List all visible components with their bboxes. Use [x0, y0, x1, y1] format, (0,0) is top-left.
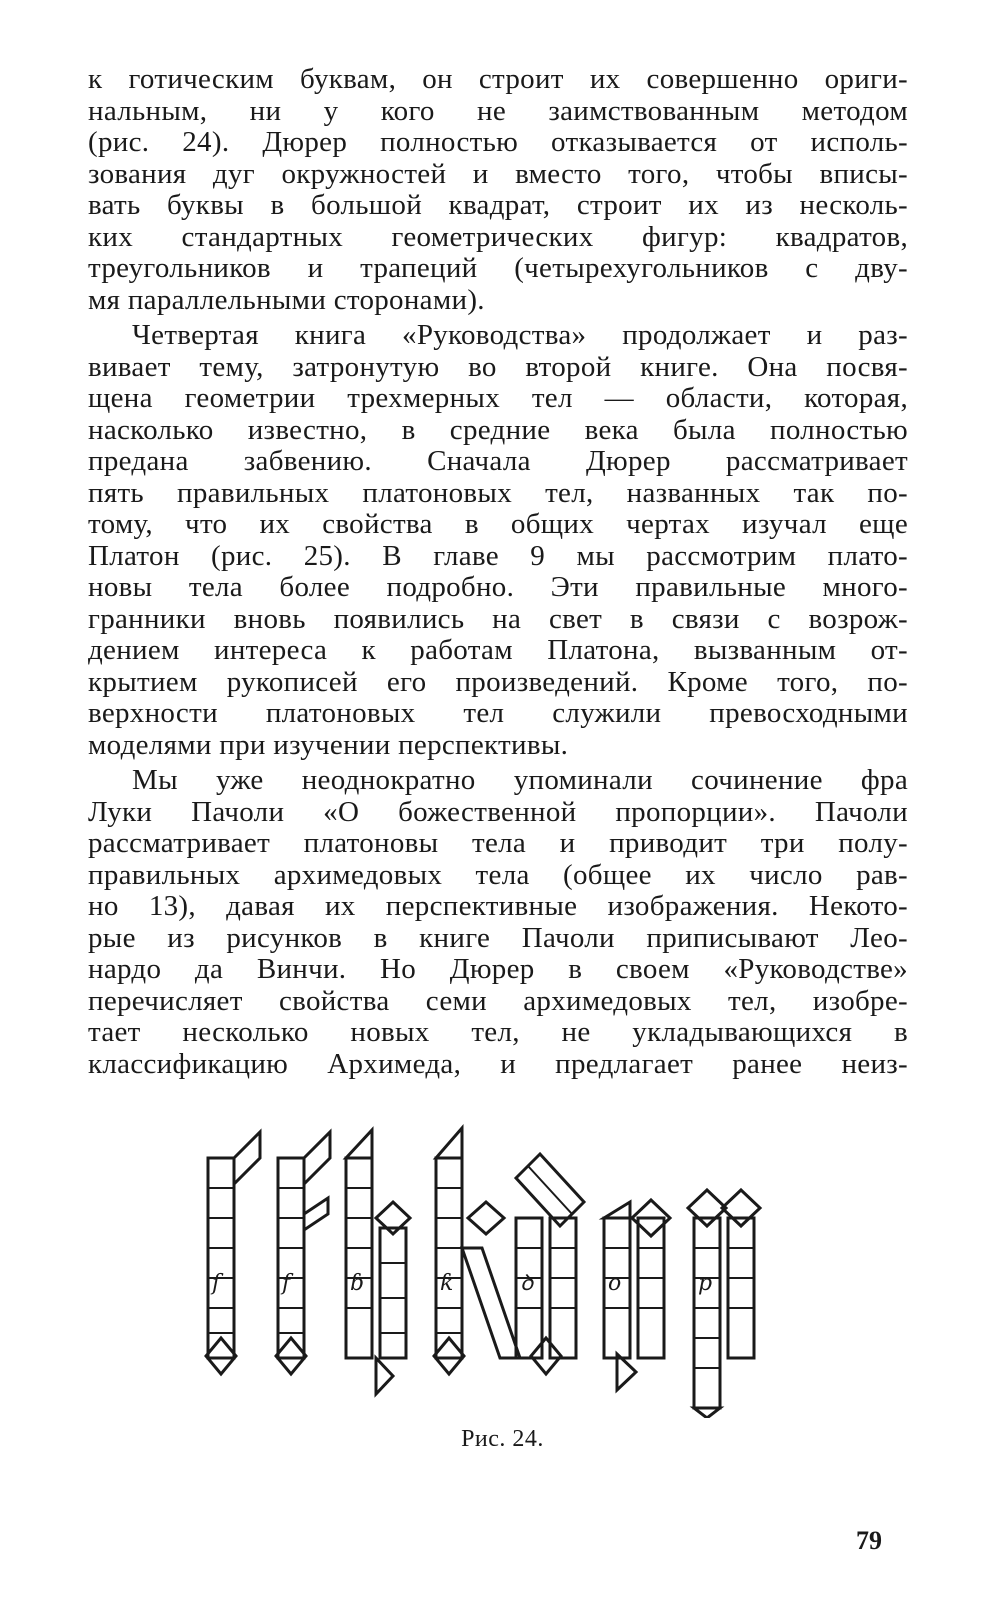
- text-line: моделями при изучении перспективы.: [88, 728, 569, 761]
- text-line: мя параллельными сторонами).: [88, 283, 485, 316]
- text-line: дением интереса к работам Платона, вызванным от-: [88, 634, 908, 666]
- text-line: верхности платоновых тел служили превосходными: [88, 697, 908, 729]
- text-line: нардо да Винчи. Но Дюрер в своем «Руководстве»: [88, 953, 908, 985]
- text-line: ких стандартных геометрических фигур: квадратов,: [88, 220, 908, 253]
- gothic-letter-long-s: [206, 1132, 260, 1374]
- text-line: насколько известно, в средние века была полностью: [88, 413, 908, 446]
- gothic-letter-k: [434, 1128, 520, 1374]
- gothic-letter-p: [688, 1190, 760, 1418]
- text-line: Платон (рис. 25). В главе 9 мы рассмотрим плато-: [88, 539, 908, 572]
- text-line: тает несколько новых тел, не укладывающихся в: [88, 1016, 908, 1048]
- letter-label: p: [698, 1271, 713, 1296]
- text-line: зования дуг окружностей и вместо того, чтобы вписы-: [88, 157, 908, 190]
- text-line: но 13), давая их перспективные изображения. Некото-: [88, 890, 908, 922]
- text-line: гранники вновь появились на свет в связи с возрож-: [88, 602, 908, 635]
- text-line: рассматривает платоновы тела и приводит три полу-: [88, 827, 908, 859]
- text-line: классификацию Архимеда, и предлагает ранее неиз-: [88, 1047, 908, 1080]
- text-line: (рис. 24). Дюрер полностью отказывается от исполь-: [88, 126, 908, 158]
- letter-label: ɓ: [350, 1271, 365, 1296]
- text-line: правильных архимедовых тела (общее их число рав-: [88, 858, 908, 891]
- text-line: Луки Пачоли «О божественной пропорции». Пачоли: [88, 795, 908, 828]
- text-line: рые из рисунков в книге Пачоли приписывают Лео-: [88, 921, 908, 954]
- page-number: 79: [856, 1526, 882, 1555]
- text-line: нальным, ни у кого не заимствованным методом: [88, 94, 908, 127]
- letter-label: o: [608, 1271, 622, 1296]
- body-text: [88, 64, 908, 1080]
- text-line: Мы уже неоднократно упоминали сочинение фра: [132, 764, 908, 796]
- gothic-letters-figure: [200, 1118, 800, 1418]
- text-line: треугольников и трапеций (четырехугольников с дву-: [88, 252, 908, 284]
- text-line: к готическим буквам, он строит их совершенно ориги-: [88, 63, 908, 95]
- text-line: вивает тему, затронутую во второй книге. Она посвя-: [88, 350, 908, 383]
- letter-label: ƙ: [440, 1271, 454, 1296]
- text-line: крытием рукописей его произведений. Кроме того, по-: [88, 665, 908, 698]
- text-line: Четвертая книга «Руководства» продолжает и раз-: [132, 319, 908, 351]
- text-line: перечисляет свойства семи архимедовых тел, изобре-: [88, 984, 908, 1017]
- text-line: щена геометрии трехмерных тел — области, которая,: [88, 382, 908, 414]
- text-line: предана забвению. Сначала Дюрер рассматривает: [88, 445, 908, 477]
- text-line: пять правильных платоновых тел, названных так по-: [88, 476, 908, 509]
- text-line: вать буквы в большой квадрат, строит их из несколь-: [88, 189, 908, 221]
- letter-label: ꝺ: [520, 1271, 534, 1296]
- gothic-letter-b: [346, 1130, 410, 1394]
- gothic-letter-o: [604, 1200, 670, 1390]
- letter-label: f: [282, 1271, 291, 1296]
- gothic-letter-f: [276, 1132, 330, 1374]
- letter-label: ſ: [212, 1271, 221, 1296]
- text-line: тому, что их свойства в общих чертах изучал еще: [88, 508, 908, 540]
- gothic-letter-d: [516, 1154, 584, 1374]
- text-line: новы тела более подробно. Эти правильные много-: [88, 571, 908, 603]
- figure-caption: Рис. 24.: [461, 1426, 544, 1452]
